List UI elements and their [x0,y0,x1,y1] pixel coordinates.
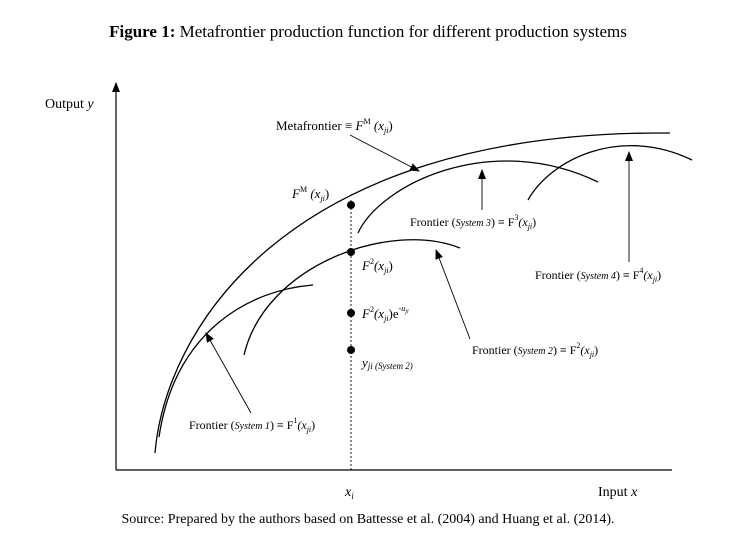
xi-marker-label: $x_i$ [345,485,354,501]
fm-point-label: $F^M$ $(x_{ji})$ [292,185,330,203]
metafrontier-arrow [350,135,419,171]
frontier-system-1-arrow [206,333,251,413]
f2-point-dot [347,248,355,256]
figure-source: Source: Prepared by the authors based on Battesse et al. (2004) and Huang et al. (2014). [121,512,615,527]
f2-point-label: $F^2(x_{ji})$ [362,257,393,275]
frontier-system-4-label: Frontier (System $4) \equiv F^4(x_{ji})$ [535,266,662,284]
frontier-system-2-arrow [436,250,470,339]
y-axis-label: Output y [45,97,94,112]
frontier-system-1-label: Frontier (System $1) \equiv F^1(x_{ji})$ [189,416,316,434]
metafrontier-label: Metafrontier ≡ $F^M$ $(x_{ji})$ [276,117,393,135]
yji-point-dot [347,346,355,354]
frontier-system-1-curve [159,285,316,437]
f2e-point-dot [347,309,355,317]
fm-point-dot [347,201,355,209]
frontier-system-2-curve [244,240,460,355]
yji-point-label: yji (System 2) [362,355,413,371]
frontier-system-2-label: Frontier (System $2) \equiv F^2(x_{ji})$ [472,341,599,359]
frontier-system-3-label: Frontier (System $3) \equiv F^3(x_{ji})$ [410,213,537,231]
frontier-system-4-curve [528,146,692,200]
f2e-point-label: $F^2(x_{ji})e^{-u}ji$ [362,304,409,323]
figure-caption-label: Figure 1: [109,22,176,41]
figure-caption-text: Metafrontier production function for different production systems [175,22,627,41]
metafrontier-curve [155,133,670,453]
x-axis-label: Input x [598,485,638,500]
